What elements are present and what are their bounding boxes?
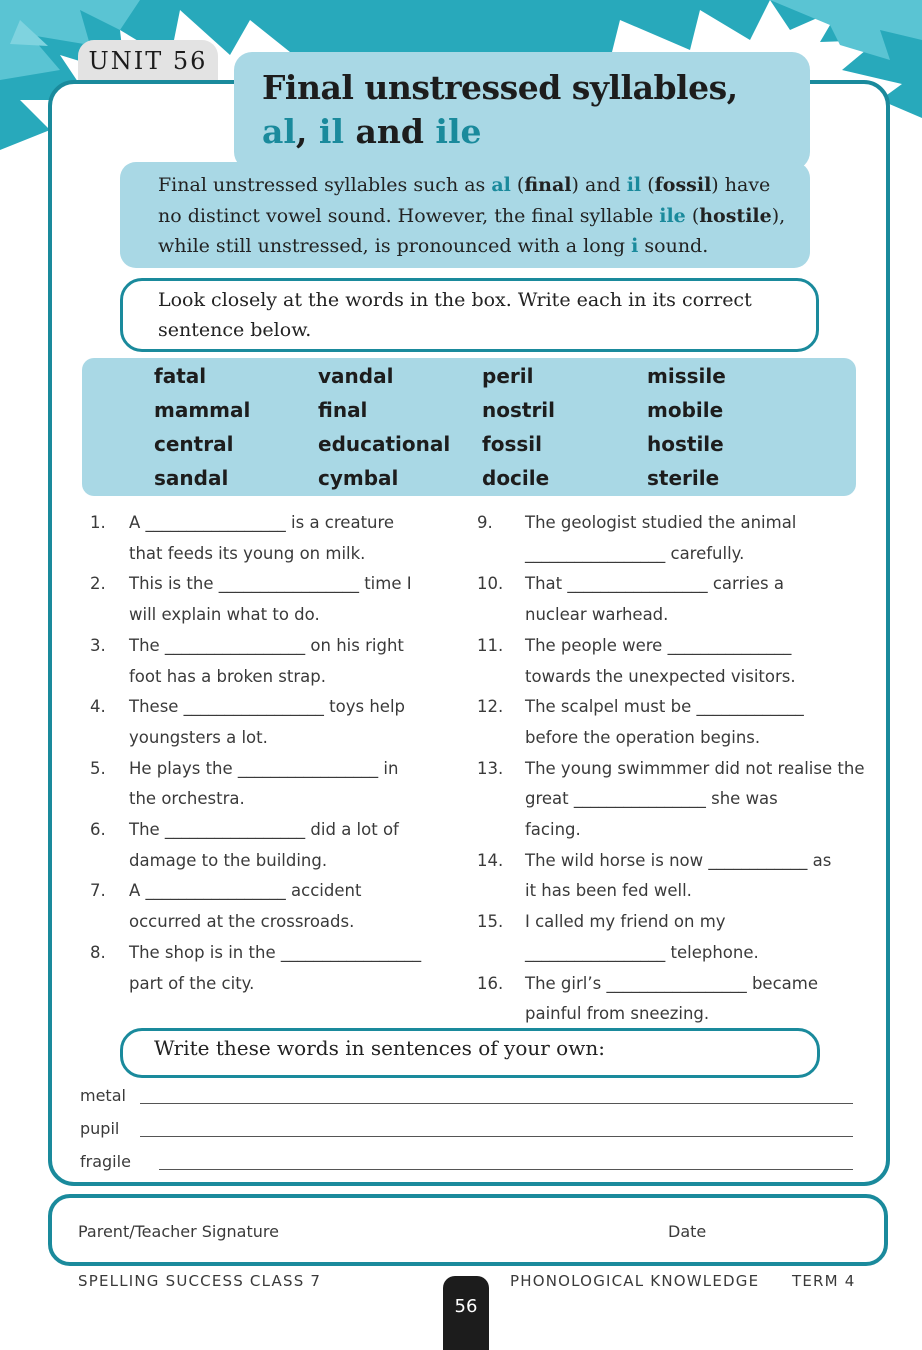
question-text: damage to the building. bbox=[129, 850, 328, 870]
intro-run: ile bbox=[659, 204, 686, 227]
question-number: 14. bbox=[477, 850, 504, 870]
question-text: He plays the _________________ in bbox=[129, 758, 399, 778]
word-fossil: fossil bbox=[482, 432, 542, 456]
word-docile: docile bbox=[482, 466, 550, 490]
question-text: I called my friend on my bbox=[525, 912, 726, 932]
intro-run: ) and bbox=[571, 174, 627, 196]
unit-label: UNIT 56 bbox=[78, 40, 218, 82]
word-fatal: fatal bbox=[154, 364, 207, 388]
page-number: 56 bbox=[454, 1296, 478, 1317]
signature-label: Parent/Teacher Signature bbox=[78, 1222, 279, 1241]
question-text: great ________________ she was bbox=[525, 789, 778, 809]
question-text: will explain what to do. bbox=[129, 605, 320, 625]
date-label: Date bbox=[668, 1222, 707, 1241]
intro-run: sound. bbox=[638, 235, 709, 257]
question-text: The girl’s _________________ became bbox=[525, 973, 818, 993]
question-number: 9. bbox=[477, 513, 493, 532]
intro-run: ) have no distinct vowel sound. However, the final syllable bbox=[158, 174, 771, 227]
question-number: 15. bbox=[477, 912, 504, 932]
question-text: This is the _________________ time I bbox=[129, 574, 412, 594]
write-line[interactable] bbox=[159, 1169, 854, 1170]
title-and: and bbox=[343, 112, 436, 151]
word-sterile: sterile bbox=[647, 466, 720, 490]
question-number: 2. bbox=[90, 574, 106, 594]
question-text: The _________________ on his right bbox=[129, 635, 404, 655]
question-text: _________________ carefully. bbox=[525, 543, 745, 563]
title-il: il bbox=[318, 112, 344, 151]
intro-run: ( bbox=[510, 174, 525, 196]
footer-section: PHONOLOGICAL KNOWLEDGE bbox=[510, 1272, 760, 1290]
intro-run: ( bbox=[641, 174, 655, 196]
question-text: These _________________ toys help bbox=[129, 697, 406, 717]
footer-book-title: SPELLING SUCCESS CLASS 7 bbox=[78, 1272, 322, 1290]
question-text: the orchestra. bbox=[129, 789, 245, 809]
intro-run: final bbox=[524, 174, 572, 196]
footer-term: TERM 4 bbox=[792, 1272, 856, 1290]
intro-text bbox=[158, 170, 798, 262]
question-text: The _________________ did a lot of bbox=[129, 820, 399, 839]
question-text: occurred at the crossroads. bbox=[129, 912, 355, 932]
write-word-pupil: pupil bbox=[80, 1119, 120, 1138]
question-text: foot has a broken strap. bbox=[129, 666, 326, 686]
question-text: facing. bbox=[525, 820, 581, 839]
word-missile: missile bbox=[647, 364, 726, 388]
write-line[interactable] bbox=[140, 1136, 854, 1137]
question-text: that feeds its young on milk. bbox=[129, 543, 366, 563]
title-al: al bbox=[262, 112, 296, 151]
question-text: That _________________ carries a bbox=[525, 574, 785, 594]
question-number: 3. bbox=[90, 635, 106, 655]
write-line[interactable] bbox=[140, 1103, 854, 1104]
write-prompt: Write these words in sentences of your own: bbox=[154, 1036, 605, 1060]
question-text: youngsters a lot. bbox=[129, 727, 268, 747]
intro-run: il bbox=[626, 174, 642, 196]
question-text: A _________________ accident bbox=[129, 881, 362, 901]
word-sandal: sandal bbox=[154, 466, 229, 490]
question-text: The people were _______________ bbox=[525, 635, 792, 655]
word-vandal: vandal bbox=[318, 364, 394, 388]
word-peril: peril bbox=[482, 364, 534, 388]
question-number: 7. bbox=[90, 881, 106, 901]
intro-run: Final unstressed syllables such as bbox=[158, 174, 492, 196]
page-title-line2 bbox=[262, 112, 482, 151]
word-mammal: mammal bbox=[154, 398, 251, 422]
question-text: it has been fed well. bbox=[525, 881, 692, 901]
word-central: central bbox=[154, 432, 234, 456]
question-number: 6. bbox=[90, 820, 106, 839]
intro-run: al bbox=[491, 174, 511, 196]
question-number: 13. bbox=[477, 758, 504, 778]
intro-run: ), while still unstressed, is pronounced with a long bbox=[158, 204, 786, 257]
word-nostril: nostril bbox=[482, 398, 556, 422]
question-text: part of the city. bbox=[129, 973, 255, 993]
word-mobile: mobile bbox=[647, 398, 724, 422]
intro-run: hostile bbox=[699, 204, 772, 227]
question-text: The scalpel must be _____________ bbox=[525, 697, 804, 717]
question-text: A _________________ is a creature bbox=[129, 513, 395, 532]
question-text: nuclear warhead. bbox=[525, 605, 669, 625]
word-educational: educational bbox=[318, 432, 451, 456]
instruction-text: Look closely at the words in the box. Write each in its correct sentence below. bbox=[158, 289, 752, 341]
write-word-fragile: fragile bbox=[80, 1152, 131, 1171]
question-number: 4. bbox=[90, 697, 106, 717]
question-number: 11. bbox=[477, 635, 504, 655]
question-text: painful from sneezing. bbox=[525, 1004, 710, 1024]
question-text: The geologist studied the animal bbox=[525, 513, 797, 532]
question-text: _________________ telephone. bbox=[525, 942, 759, 962]
question-text: The shop is in the _________________ bbox=[129, 942, 422, 962]
question-number: 8. bbox=[90, 942, 106, 962]
question-text: The wild horse is now ____________ as bbox=[525, 850, 832, 870]
question-number: 10. bbox=[477, 574, 504, 594]
intro-run: fossil bbox=[654, 174, 712, 196]
title-comma: , bbox=[295, 112, 319, 151]
word-cymbal: cymbal bbox=[318, 466, 399, 490]
write-word-metal: metal bbox=[80, 1086, 126, 1105]
question-text: The young swimmmer did not realise the bbox=[525, 758, 865, 778]
question-number: 1. bbox=[90, 513, 106, 532]
question-text: towards the unexpected visitors. bbox=[525, 666, 796, 686]
title-ile: ile bbox=[435, 112, 482, 151]
intro-run: ( bbox=[685, 204, 700, 227]
page-title-line1: Final unstressed syllables, bbox=[262, 68, 738, 107]
word-hostile: hostile bbox=[647, 432, 724, 456]
question-number: 12. bbox=[477, 697, 504, 717]
question-number: 16. bbox=[477, 973, 504, 993]
word-final: final bbox=[318, 398, 368, 422]
question-text: before the operation begins. bbox=[525, 727, 761, 747]
question-number: 5. bbox=[90, 758, 106, 778]
intro-run: i bbox=[631, 235, 639, 257]
